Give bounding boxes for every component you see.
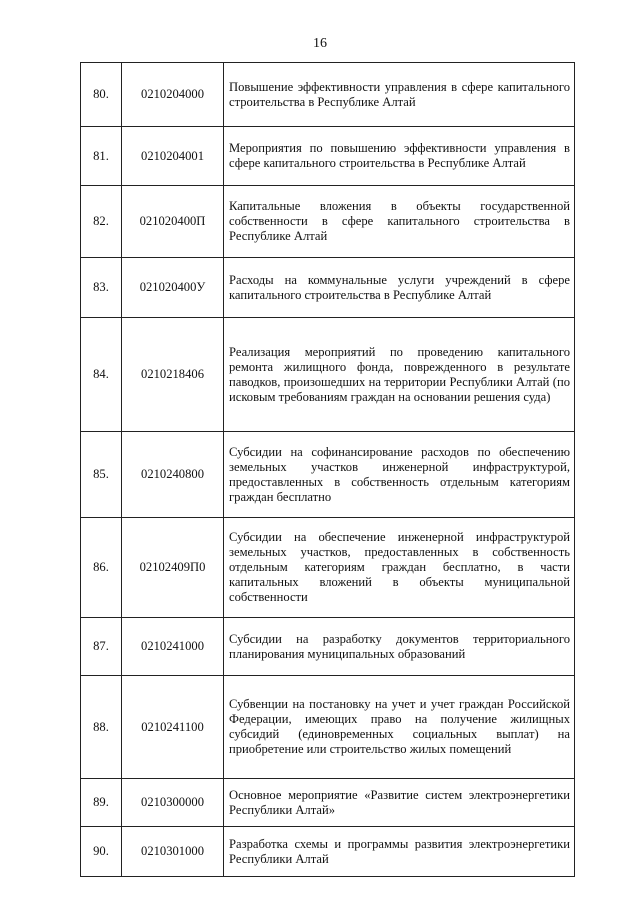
row-number: 85. xyxy=(81,432,122,518)
row-number: 89. xyxy=(81,779,122,827)
row-description: Повышение эффективности управления в сфере капитального строительства в Республике Алтай xyxy=(224,63,575,127)
row-number: 82. xyxy=(81,186,122,258)
row-description: Реализация мероприятий по проведению капитального ремонта жилищного фонда, поврежденного в результате паводков, произошедших на территории Республики Алтай (по исковым требованиям граждан на основании решения суда) xyxy=(224,318,575,432)
row-code: 0210204000 xyxy=(122,63,224,127)
row-number: 81. xyxy=(81,127,122,186)
table-row xyxy=(81,258,575,318)
row-number: 84. xyxy=(81,318,122,432)
row-number: 90. xyxy=(81,827,122,877)
table-row xyxy=(81,186,575,258)
table-row xyxy=(81,676,575,779)
row-description: Разработка схемы и программы развития электроэнергетики Республики Алтай xyxy=(224,827,575,877)
row-number: 80. xyxy=(81,63,122,127)
table-row xyxy=(81,432,575,518)
row-description: Субсидии на софинансирование расходов по обеспечению земельных участков инженерной инфраструктурой, предоставленных в собственность отдельным категориям граждан бесплатно xyxy=(224,432,575,518)
table-row xyxy=(81,779,575,827)
table-row xyxy=(81,827,575,877)
row-code: 0210218406 xyxy=(122,318,224,432)
page-number: 16 xyxy=(313,36,327,51)
table-row xyxy=(81,318,575,432)
row-description: Капитальные вложения в объекты государственной собственности в сфере капитального строительства в Республике Алтай xyxy=(224,186,575,258)
table-row xyxy=(81,127,575,186)
table-row xyxy=(81,63,575,127)
budget-codes-table xyxy=(80,62,575,877)
row-number: 83. xyxy=(81,258,122,318)
row-description: Расходы на коммунальные услуги учреждений в сфере капитального строительства в Республике Алтай xyxy=(224,258,575,318)
row-description: Мероприятия по повышению эффективности управления в сфере капитального строительства в Республике Алтай xyxy=(224,127,575,186)
row-code: 0210300000 xyxy=(122,779,224,827)
row-code: 02102409П0 xyxy=(122,518,224,618)
row-code: 0210204001 xyxy=(122,127,224,186)
row-code: 0210301000 xyxy=(122,827,224,877)
row-code: 0210241100 xyxy=(122,676,224,779)
row-description: Субсидии на разработку документов территориального планирования муниципальных образований xyxy=(224,618,575,676)
row-code: 0210241000 xyxy=(122,618,224,676)
table-row xyxy=(81,618,575,676)
row-description: Основное мероприятие «Развитие систем электроэнергетики Республики Алтай» xyxy=(224,779,575,827)
row-description: Субсидии на обеспечение инженерной инфраструктурой земельных участков, предоставленных в собственность отдельным категориям граждан бесплатно, в части капитальных вложений в объекты муниципальной собственности xyxy=(224,518,575,618)
row-code: 021020400У xyxy=(122,258,224,318)
row-number: 88. xyxy=(81,676,122,779)
row-number: 86. xyxy=(81,518,122,618)
row-code: 0210240800 xyxy=(122,432,224,518)
row-number: 87. xyxy=(81,618,122,676)
table-row xyxy=(81,518,575,618)
row-description: Субвенции на постановку на учет и учет граждан Российской Федерации, имеющих право на получение жилищных субсидий (единовременных социальных выплат) на приобретение или строительство жилых помещений xyxy=(224,676,575,779)
row-code: 021020400П xyxy=(122,186,224,258)
